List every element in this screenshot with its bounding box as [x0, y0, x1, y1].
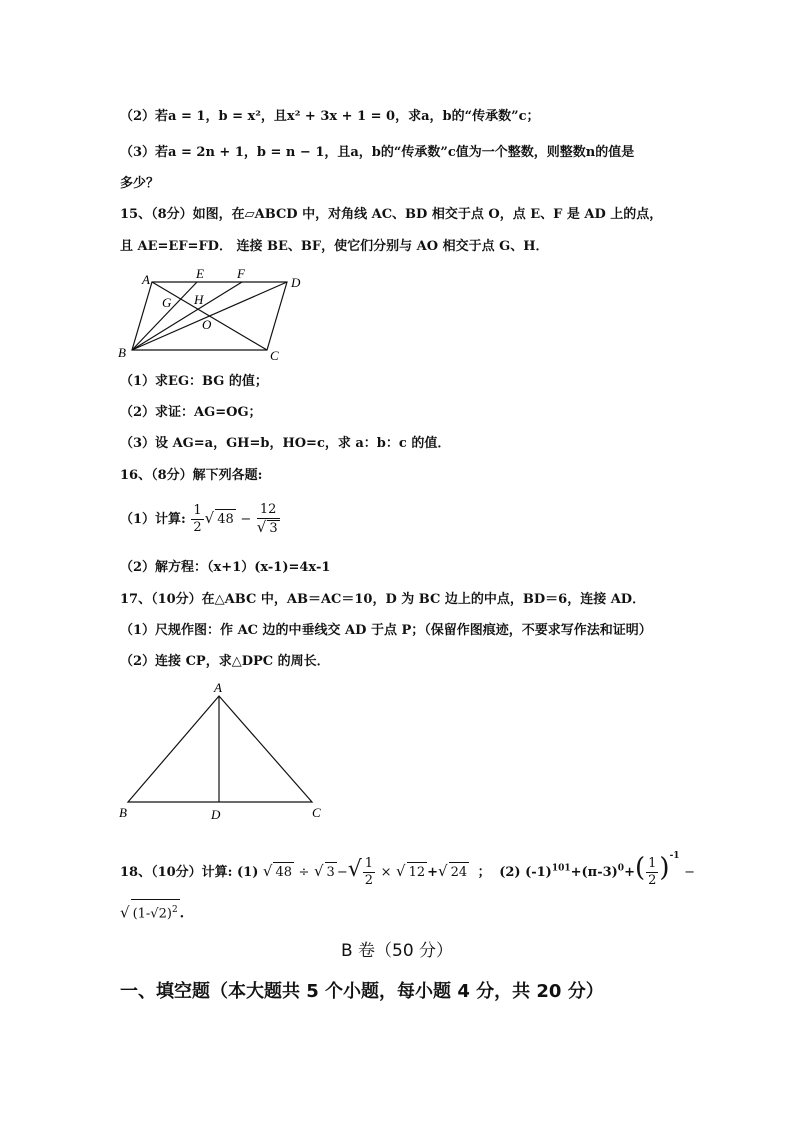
- q17-sub2: （2）连接 CP，求△DPC 的周长．: [120, 654, 330, 669]
- q14-part3-line2: 多少？: [120, 176, 160, 191]
- exponent-0: 0: [617, 863, 625, 874]
- diagonal-bd: [132, 282, 287, 350]
- label-a: A: [214, 680, 222, 695]
- fraction-one-half-paren: $\frac{1}{2}$: [648, 856, 657, 888]
- trailing-minus: −: [684, 865, 695, 880]
- label-h: H: [194, 292, 204, 307]
- label-b: B: [118, 345, 126, 360]
- times-sign: ×: [380, 865, 392, 880]
- section-heading: 一、填空题（本大题共 5 个小题，每小题 4 分，共 20 分）: [120, 981, 604, 1002]
- fraction-one-half: $\frac{1}{2}$: [193, 503, 202, 535]
- expr-1-minus-sqrt2: (1-√2): [132, 906, 172, 922]
- q15-sub1: （1）求EG：BG 的值；: [120, 374, 268, 389]
- fraction-one-half: $\frac{1}{2}$: [364, 856, 374, 888]
- q16-sub2: （2）解方程：（x+1）(x-1)=4x-1: [120, 560, 331, 575]
- sqrt-12: 12: [407, 862, 428, 883]
- label-d: D: [291, 275, 301, 290]
- divide-sign: ÷: [298, 865, 310, 880]
- q18-line2: √ $(1-√2)^2$ .: [120, 899, 184, 924]
- sqrt-48: 48: [273, 862, 294, 883]
- label-c: C: [312, 805, 321, 820]
- label-e: E: [196, 266, 204, 281]
- radical-sign: √: [204, 509, 215, 527]
- q16-head: 16、（8分）解下列各题:: [120, 468, 263, 483]
- q17-stem: 17、（10分）在△ABC 中，AB＝AC＝10，D 为 BC 边上的中点，BD＝6，连接 AD．: [120, 592, 646, 607]
- separator: ；: [477, 865, 491, 880]
- label-b: B: [119, 805, 127, 820]
- period: .: [179, 906, 185, 922]
- q18-part2-pi-term: +(π-3): [570, 865, 618, 880]
- exponent-101: 101: [551, 863, 571, 874]
- sqrt-3: 3: [325, 862, 337, 883]
- label-d: D: [211, 807, 221, 822]
- label-o: O: [202, 317, 212, 332]
- sqrt-24: 24: [449, 862, 470, 883]
- q16-sub1-label: （1）计算:: [120, 512, 186, 527]
- plus-sign: +: [624, 865, 635, 880]
- q15-stem-line2: 且 AE=EF=FD． 连接 BE、BF，使它们分别与 AO 相交于点 G、H．: [120, 239, 549, 254]
- q15-sub3: （3）设 AG=a，GH=b，HO=c，求 a：b：c 的值．: [120, 436, 451, 451]
- minus-sign: −: [240, 512, 252, 527]
- fraction-12-over-sqrt3: $\frac{12}{√ 3}$: [256, 502, 278, 536]
- q18-part1-label: (1): [237, 865, 259, 880]
- q14-part2: （2）若a = 1，b = x²，且x² + 3x + 1 = 0，求a，b的“传承数”c；: [120, 109, 540, 124]
- q18-head: 18、（10分）计算:: [120, 865, 233, 880]
- label-a: A: [142, 272, 150, 287]
- label-g: G: [162, 295, 172, 310]
- triangle-abc: [128, 696, 312, 802]
- q18-part2-base: (2) (-1): [499, 865, 552, 880]
- minus-sign: −: [336, 865, 348, 880]
- q15-sub2: （2）求证：AG=OG；: [120, 405, 262, 420]
- exponent-neg1: -1: [669, 851, 680, 861]
- part-b-title: B 卷（50 分）: [340, 941, 454, 961]
- q15-parallelogram-figure: [112, 262, 312, 362]
- q16-sub1: [120, 502, 281, 537]
- sqrt-48: 48: [215, 509, 236, 530]
- exponent-2: 2: [171, 905, 178, 915]
- q17-triangle-figure: [112, 678, 332, 823]
- q18-line1: 18、（10分）计算: (1) √ 48 ÷ √ 3 −√ $\frac{1}{2}$ × √ 12 +√ 24 ； (2) $(-1)^{101}+(\pi-3)^0+$( $\frac{1}{2}$ )$^{-1}$ −: [120, 851, 695, 888]
- plus-sign: +: [427, 865, 439, 880]
- label-f: F: [237, 266, 245, 281]
- q17-sub1: （1）尺规作图：作 AC 边的中垂线交 AD 于点 P；（保留作图痕迹，不要求写作法和证明）: [120, 623, 652, 638]
- label-c: C: [270, 348, 279, 362]
- q15-stem-line1: 15、（8分）如图，在▱ABCD 中，对角线 AC、BD 相交于点 O，点 E、F 是 AD 上的点，: [120, 207, 663, 222]
- q14-part3-line1: （3）若a = 2n + 1，b = n − 1，且a，b的“传承数”c值为一个整数，则整数n的值是: [120, 145, 635, 160]
